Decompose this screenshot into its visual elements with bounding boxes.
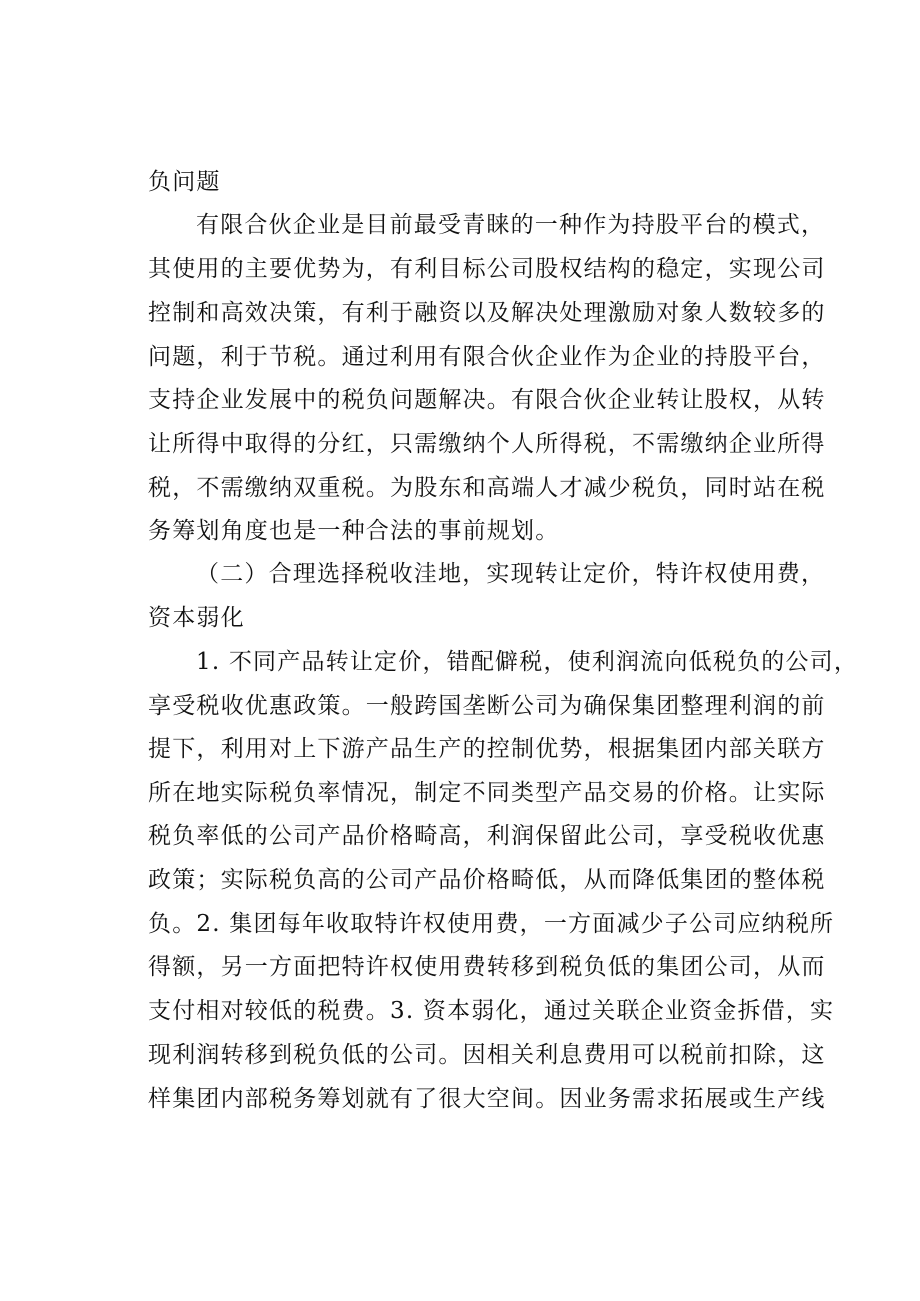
- section-heading-cont: 资本弱化: [148, 605, 245, 631]
- text-line: 支付相对较低的税费。3. 资本弱化，通过关联企业资金拆借，实: [148, 998, 835, 1024]
- text-line: 1. 不同产品转让定价，错配僻税，使利润流向低税负的公司，: [196, 649, 859, 675]
- text-line: 支持企业发展中的税负问题解决。有限合伙企业转让股权，从转: [148, 387, 826, 413]
- text-line: 现利润转移到税负低的公司。因相关利息费用可以税前扣除，这: [148, 1042, 826, 1068]
- text-line: 负问题: [148, 169, 221, 195]
- text-line: 税，不需缴纳双重税。为股东和高端人才减少税负，同时站在税: [148, 475, 826, 501]
- text-line: 控制和高效决策，有利于融资以及解决处理激励对象人数较多的: [148, 300, 826, 326]
- text-line: 享受税收优惠政策。一般跨国垄断公司为确保集团整理利润的前: [148, 693, 826, 719]
- section-heading: （二）合理选择税收洼地，实现转让定价，特许权使用费，: [196, 561, 826, 587]
- text-line: 负。2. 集团每年收取特许权使用费，一方面减少子公司应纳税所: [148, 911, 835, 937]
- text-line: 有限合伙企业是目前最受青睐的一种作为持股平台的模式，: [196, 212, 826, 238]
- text-line: 政策；实际税负高的公司产品价格畸低，从而降低集团的整体税: [148, 867, 826, 893]
- text-line: 让所得中取得的分红，只需缴纳个人所得税，不需缴纳企业所得: [148, 431, 826, 457]
- text-line: 得额，另一方面把特许权使用费转移到税负低的集团公司，从而: [148, 954, 826, 980]
- text-line: 提下，利用对上下游产品生产的控制优势，根据集团内部关联方: [148, 736, 826, 762]
- text-line: 问题，利于节税。通过利用有限合伙企业作为企业的持股平台，: [148, 344, 826, 370]
- text-line: 税负率低的公司产品价格畸高，利润保留此公司，享受税收优惠: [148, 823, 826, 849]
- text-line: 务筹划角度也是一种合法的事前规划。: [148, 518, 560, 544]
- text-line: 样集团内部税务筹划就有了很大空间。因业务需求拓展或生产线: [148, 1086, 826, 1112]
- text-line: 其使用的主要优势为，有利目标公司股权结构的稳定，实现公司: [148, 256, 826, 282]
- text-line: 所在地实际税负率情况，制定不同类型产品交易的价格。让实际: [148, 780, 826, 806]
